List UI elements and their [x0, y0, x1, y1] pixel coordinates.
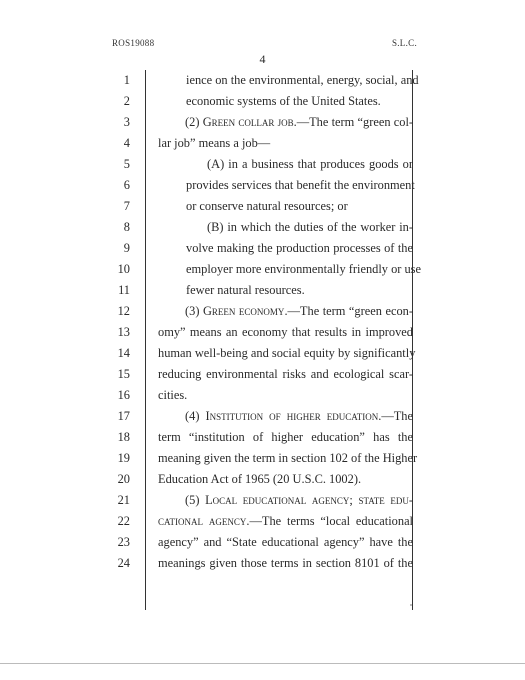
text-segment: (A) in a business that produces goods or [207, 157, 413, 171]
line-text [186, 196, 348, 217]
document-label: S.L.C. [391, 38, 417, 48]
text-line [0, 343, 525, 364]
small-caps-term: cational agency [158, 514, 247, 528]
line-number: 7 [123, 199, 130, 213]
line-number: 5 [123, 157, 130, 171]
text-line [0, 469, 525, 490]
line-number: 16 [117, 388, 130, 402]
small-caps-term: Institution of higher education [205, 409, 379, 423]
line-text [186, 259, 421, 280]
text-line [0, 532, 525, 553]
page-number: 4 [259, 52, 266, 66]
text-segment: human well-being and social equity by significantly [158, 346, 416, 360]
text-line [0, 364, 525, 385]
text-line [0, 154, 525, 175]
line-text [185, 490, 413, 511]
text-line [0, 553, 525, 574]
text-line [0, 406, 525, 427]
line-number: 4 [123, 136, 130, 150]
text-segment: (4) [185, 409, 206, 423]
text-line [0, 112, 525, 133]
text-segment: lar job” means a job— [158, 136, 271, 150]
scan-speck [410, 604, 412, 606]
text-segment: meaning given the term in section 102 of the Higher [158, 451, 418, 465]
line-number: 8 [123, 220, 130, 234]
text-segment: term “institution of higher education” has the [158, 430, 413, 444]
line-text [185, 406, 413, 427]
text-line [0, 448, 525, 469]
line-number: 22 [117, 514, 130, 528]
line-number: 1 [123, 73, 130, 87]
text-line [0, 280, 525, 301]
line-text [158, 553, 413, 574]
line-number: 2 [123, 94, 130, 108]
small-caps-term: Green collar job [202, 115, 294, 129]
text-line [0, 511, 525, 532]
line-number: 9 [123, 241, 130, 255]
line-text [207, 217, 413, 238]
document-id: ROS19088 [112, 38, 155, 48]
text-segment: .—The terms “local educational [246, 514, 414, 528]
line-text [158, 532, 413, 553]
text-segment: Education Act of 1965 (20 U.S.C. 1002). [158, 472, 362, 486]
text-segment: (B) in which the duties of the worker in- [207, 220, 413, 234]
line-number: 15 [117, 367, 130, 381]
text-segment: .—The term “green econ- [284, 304, 413, 318]
text-segment: reducing environmental risks and ecological scar- [158, 367, 413, 381]
text-line [0, 385, 525, 406]
line-text [158, 427, 413, 448]
line-number: 23 [117, 535, 130, 549]
line-text [185, 112, 413, 133]
line-number: 14 [117, 346, 130, 360]
line-text [186, 280, 305, 301]
text-line [0, 175, 525, 196]
text-line [0, 322, 525, 343]
text-segment: (2) [185, 115, 203, 129]
line-number: 19 [117, 451, 130, 465]
text-line [0, 91, 525, 112]
line-text [158, 343, 415, 364]
line-text [207, 154, 413, 175]
text-segment: (5) [185, 493, 206, 507]
small-caps-term: Green economy [202, 304, 285, 318]
line-number: 10 [117, 262, 130, 276]
line-text [158, 133, 270, 154]
text-segment: or conserve natural resources; or [186, 199, 348, 213]
small-caps-term: Local educational agency; state edu- [205, 493, 413, 507]
line-text [186, 238, 413, 259]
text-line [0, 133, 525, 154]
scan-edge-line [0, 663, 525, 664]
text-segment: .—The term “green col- [293, 115, 414, 129]
text-segment: omy” means an economy that results in improved [158, 325, 413, 339]
line-number: 24 [117, 556, 130, 570]
line-text [186, 91, 381, 112]
text-segment: .—The [378, 409, 414, 423]
text-segment: economic systems of the United States. [186, 94, 381, 108]
text-segment: (3) [185, 304, 203, 318]
line-text [158, 385, 187, 406]
line-text [158, 322, 413, 343]
line-text [158, 364, 413, 385]
line-number: 11 [118, 283, 130, 297]
line-number: 17 [117, 409, 130, 423]
line-number: 18 [117, 430, 130, 444]
line-number: 3 [123, 115, 130, 129]
line-text [158, 511, 413, 532]
line-text [185, 301, 413, 322]
text-segment: meanings given those terms in section 8101 of the [158, 556, 413, 570]
line-text [186, 70, 419, 91]
line-number: 12 [117, 304, 130, 318]
text-segment: agency” and “State educational agency” have the [158, 535, 413, 549]
line-number: 13 [117, 325, 130, 339]
text-segment: cities. [158, 388, 188, 402]
text-line [0, 301, 525, 322]
text-line [0, 490, 525, 511]
text-line [0, 259, 525, 280]
text-line [0, 427, 525, 448]
text-line [0, 70, 525, 91]
line-text [158, 448, 417, 469]
line-number: 6 [123, 178, 130, 192]
text-line [0, 238, 525, 259]
text-segment: volve making the production processes of the [186, 241, 413, 255]
line-number: 20 [117, 472, 130, 486]
text-segment: ience on the environmental, energy, social, and [186, 73, 419, 87]
text-line [0, 217, 525, 238]
text-segment: employer more environmentally friendly or use [186, 262, 422, 276]
line-text [186, 175, 415, 196]
line-number: 21 [117, 493, 130, 507]
text-line [0, 196, 525, 217]
line-text [158, 469, 361, 490]
text-segment: provides services that benefit the environment [186, 178, 415, 192]
text-segment: fewer natural resources. [186, 283, 305, 297]
